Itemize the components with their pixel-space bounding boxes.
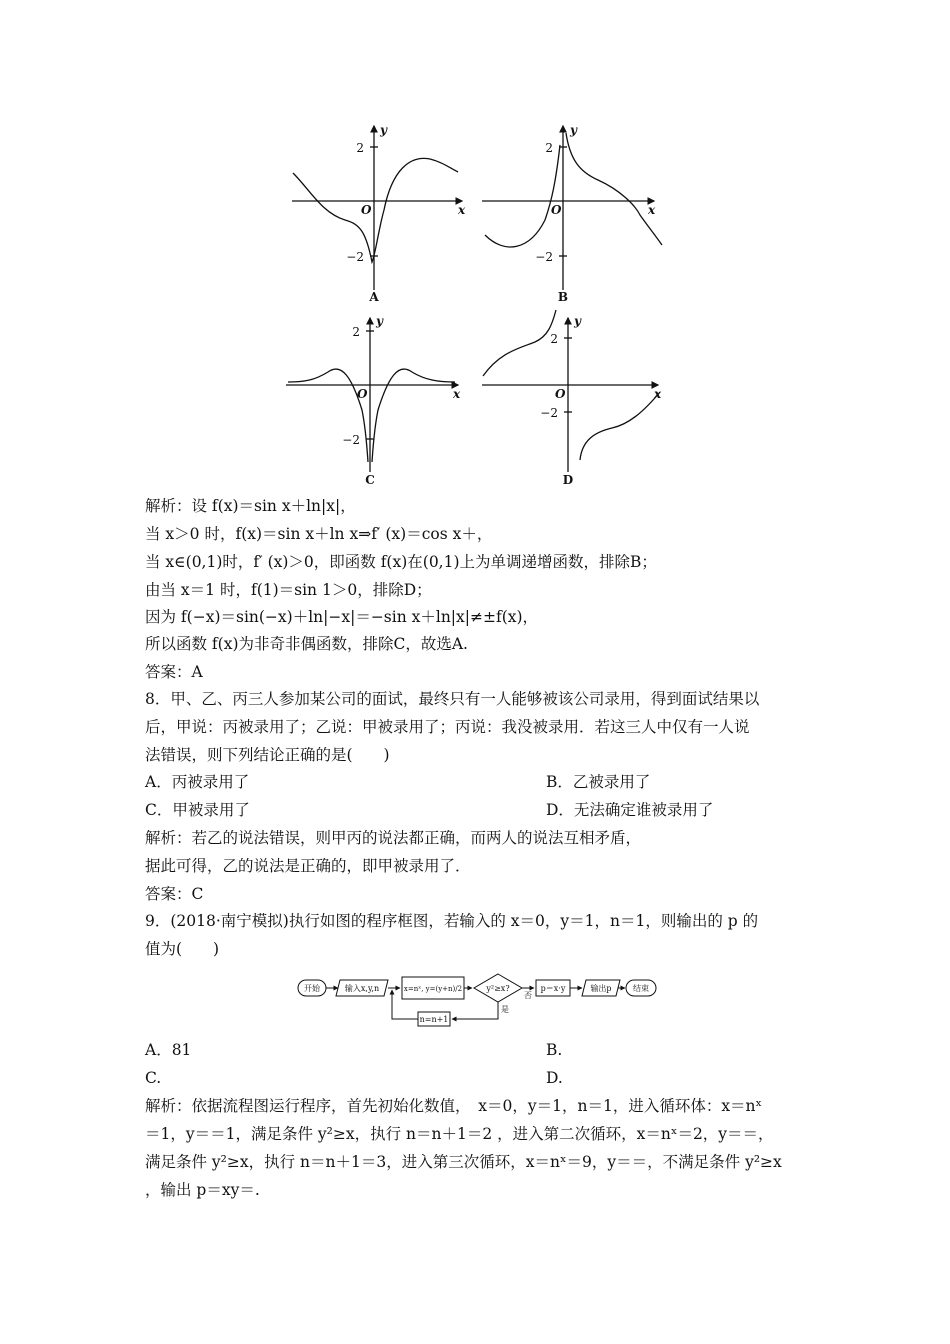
q9-option-a: A．81 [145,1041,192,1059]
q9-solution-line-1: 解析：依据流程图运行程序，首先初始化数值， x＝0，y＝1，n＝1，进入循环体：x＝nˣ [145,1097,763,1115]
graph-d [482,310,660,472]
axis-x-label-c: x [453,387,461,401]
graph-b [482,126,662,290]
q8-option-a: A．丙被录用了 [145,773,250,791]
q8-option-d: D．无法确定谁被录用了 [546,801,714,819]
q9-option-d: D. [546,1069,563,1087]
tick-2-b: 2 [545,141,553,155]
q8-answer: 答案：C [145,885,204,903]
q7-solution-line-5: 因为 f(−x)＝sin(−x)＋ln|−x|＝−sin x＋ln|x|≠±f(x)， [145,608,539,626]
q9-stem-line-2: 值为( ) [145,940,220,958]
origin-c: O [357,387,368,401]
axis-y-label-d: y [574,314,581,328]
flow-yes-label: 是 [501,1005,509,1014]
axis-x-label-d: x [654,387,662,401]
flowchart [0,968,950,1028]
origin-d: O [555,387,566,401]
axis-y-label-c: y [376,314,383,328]
q8-option-b: B．乙被录用了 [546,773,651,791]
flow-start: 开始 [304,984,320,993]
panel-label-d: D [562,473,574,487]
q9-stem-line-1: 9．(2018·南宁模拟)执行如图的程序框图，若输入的 x＝0，y＝1，n＝1，则输出的 p 的 [145,912,759,930]
origin-b: O [551,203,562,217]
axis-y-label-b: y [570,123,577,137]
q7-solution-line-1: 解析：设 f(x)＝sin x＋ln|x|， [145,497,356,515]
axis-x-label-b: x [648,203,656,217]
tick-2-a: 2 [356,141,364,155]
tick-neg2-d: −2 [540,406,558,420]
flow-assign: p＝x·y [540,984,566,993]
q8-stem-line-3: 法错误，则下列结论正确的是( ) [145,746,390,764]
tick-neg2-b: −2 [535,250,553,264]
tick-neg2-c: −2 [342,433,360,447]
tick-2-d: 2 [550,332,558,346]
flow-decision: y²≥x? [486,984,510,993]
q7-solution-line-3: 当 x∈(0,1)时，f′ (x)＞0，即函数 f(x)在(0,1)上为单调递增函数，排除B； [145,553,657,571]
q9-solution-line-3: 满足条件 y²≥x，执行 n＝n＋1＝3，进入第三次循环，x＝nˣ＝9，y＝＝，不满足条件 y²≥x [145,1153,782,1171]
q8-stem-line-1: 8．甲、乙、丙三人参加某公司的面试，最终只有一人能够被该公司录用，得到面试结果以 [145,690,760,708]
q7-solution-line-2: 当 x＞0 时，f(x)＝sin x＋ln x⇒f′ (x)＝cos x＋， [145,525,493,543]
q7-solution-line-6: 所以函数 f(x)为非奇非偶函数，排除C，故选A. [145,635,468,653]
tick-2-c: 2 [352,325,360,339]
origin-a: O [361,203,372,217]
axis-y-label-a: y [380,123,387,137]
graph-c [286,318,458,472]
panel-label-a: A [369,290,379,304]
q8-solution-line-1: 解析：若乙的说法错误，则甲丙的说法都正确，而两人的说法互相矛盾， [145,829,642,847]
q9-solution-line-2: ＝1，y＝＝1，满足条件 y²≥x，执行 n＝n＋1＝2 ，进入第二次循环，x＝nˣ＝2，y＝＝， [145,1125,774,1143]
function-graphs [0,0,950,500]
axis-x-label-a: x [458,203,466,217]
q7-solution-line-4: 由当 x＝1 时，f(1)＝sin 1＞0，排除D； [145,581,432,599]
panel-label-b: B [557,290,569,304]
panel-label-c: C [365,473,375,487]
flow-input: 输入x,y,n [344,984,380,993]
flow-no-label: 否 [524,991,532,1000]
flow-loop: n=n+1 [419,1015,449,1024]
q7-answer: 答案：A [145,663,203,681]
q9-solution-line-4: ，输出 p＝xy＝. [145,1181,260,1199]
tick-neg2-a: −2 [346,250,364,264]
flow-output: 输出p [590,984,612,993]
q8-solution-line-2: 据此可得，乙的说法是正确的，即甲被录用了． [145,857,471,875]
q9-option-c: C. [145,1069,162,1087]
flow-end: 结束 [633,984,649,993]
flow-process: x=nˣ, y=(y+n)/2 [403,985,463,993]
graph-a [292,126,462,290]
q9-option-b: B. [546,1041,563,1059]
q8-stem-line-2: 后，甲说：丙被录用了；乙说：甲被录用了；丙说：我没被录用．若这三人中仅有一人说 [145,718,750,736]
q8-option-c: C．甲被录用了 [145,801,250,819]
